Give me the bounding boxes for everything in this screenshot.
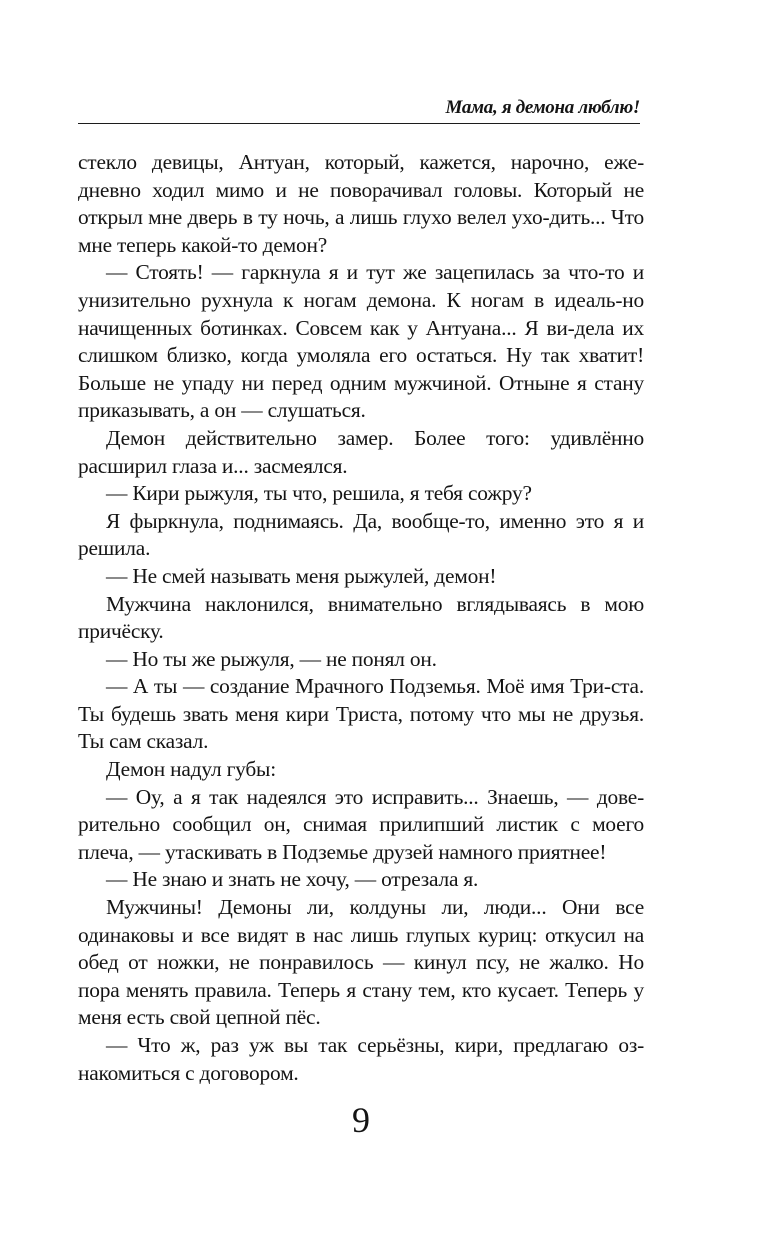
paragraph: Демон надул губы:: [106, 757, 276, 782]
paragraph: — Стоять! — гаркнула я и тут же зацепилась за что-то и унизительно рухнула к ногам демона. К ногам в идеаль-но начищенных ботинках. Совсем как у Антуана... Я ви-дела их слишком близко, когда умоляла его остаться. Ну так хватит! Больше не упаду ни перед одним мужчиной. Отныне я стану приказывать, а он — слушаться.: [78, 260, 644, 423]
paragraph: — А ты — создание Мрачного Подземья. Моё имя Три-ста. Ты будешь звать меня кири Триста, потому что мы не друзья. Ты сам сказал.: [78, 674, 644, 754]
paragraph: Демон действительно замер. Более того: удивлённо расширил глаза и... засмеялся.: [78, 425, 644, 478]
paragraph: — Не знаю и знать не хочу, — отрезала я.: [106, 867, 479, 892]
paragraph: — Не смей называть меня рыжулей, демон!: [106, 563, 497, 588]
paragraph: Я фыркнула, поднимаясь. Да, вообще-то, именно это я и решила.: [78, 508, 644, 561]
paragraph: Мужчины! Демоны ли, колдуны ли, люди... Они все одинаковы и все видят в нас лишь глупых куриц: откусил на обед от ножки, не понравилось — кинул псу, не жалко. Но пора менять правила. Теперь я стану тем, кто кусает. Теперь у меня есть свой цепной пёс.: [78, 895, 644, 1030]
paragraph: — Кири рыжуля, ты что, решила, я тебя сожру?: [106, 481, 532, 506]
paragraph: — Оу, а я так надеялся это исправить... Знаешь, — дове-рительно сообщил он, снимая прилипший листик с моего плеча, — утаскивать в Подземье друзей намного приятнее!: [78, 784, 644, 864]
running-head: [78, 97, 640, 124]
page-text: [78, 149, 644, 1087]
paragraph: стекло девицы, Антуан, который, кажется, нарочно, еже-дневно ходил мимо и не поворачивал головы. Который не открыл мне дверь в ту ночь, а лишь глухо велел ухо-дить... Что мне теперь какой-то демон?: [78, 150, 644, 257]
running-title: Мама, я демона люблю!: [445, 97, 640, 118]
paragraph: — Но ты же рыжуля, — не понял он.: [106, 646, 437, 671]
page-number: 9: [352, 1100, 370, 1140]
paragraph: — Что ж, раз уж вы так серьёзны, кири, предлагаю оз-накомиться с договором.: [78, 1033, 644, 1085]
paragraph: Мужчина наклонился, внимательно вглядываясь в мою причёску.: [78, 591, 644, 644]
